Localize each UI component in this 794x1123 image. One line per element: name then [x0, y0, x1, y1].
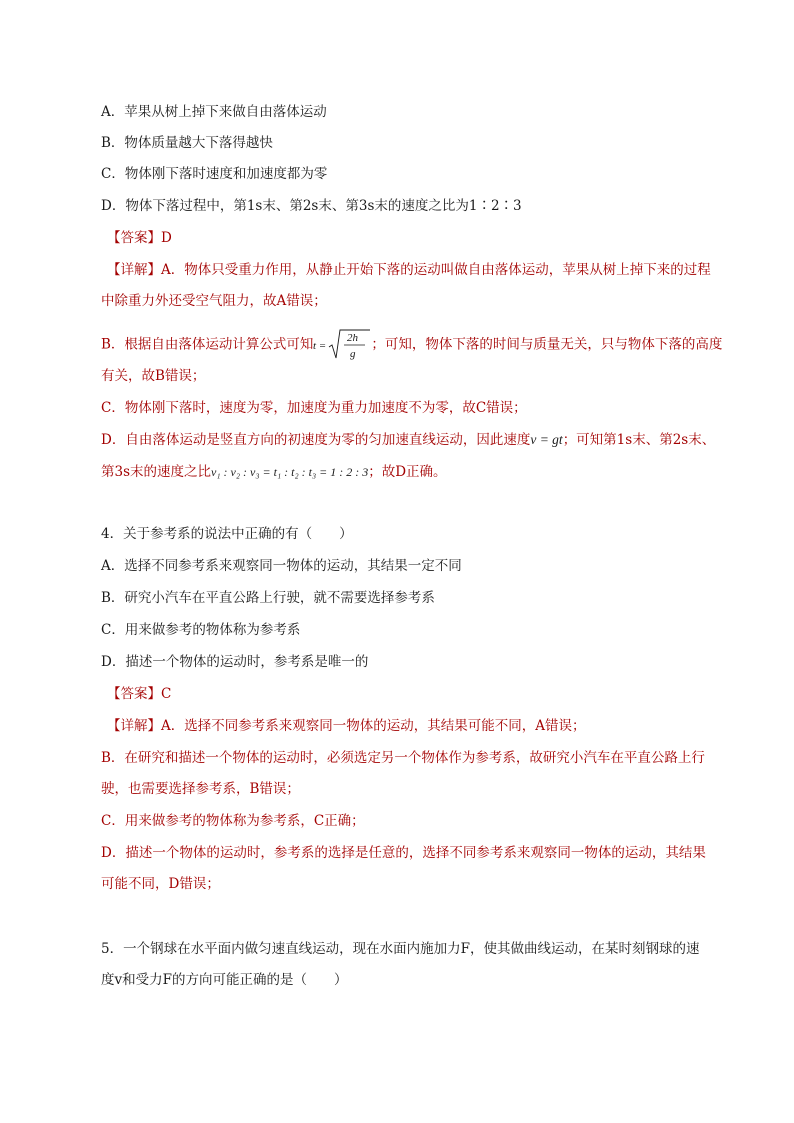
q3-detail-d-line2: [101, 463, 447, 481]
q4-detail-a-line: [107, 717, 586, 735]
q3-detail-d2-pre: 第3s末的速度之比: [101, 464, 212, 480]
q4-answer: 【答案】C: [107, 686, 172, 702]
q3-detail-d2-post: ；故D正确。: [368, 464, 447, 480]
sqrt-formula: [313, 328, 371, 362]
q4-detail-d-line2: 可能不同，D错误；: [101, 876, 220, 892]
q3-option-a: A．苹果从树上掉下来做自由落体运动: [101, 104, 327, 120]
q3-detail-tag: 【详解】: [107, 262, 161, 278]
q3-detail-d-line1: [101, 431, 715, 449]
svg-text:t =: t =: [313, 340, 327, 352]
q3-detail-a-text: A．物体只受重力作用，从静止开始下落的运动叫做自由落体运动，苹果从树上掉下来的过程: [161, 262, 711, 278]
q4-detail-a-text: A．选择不同参考系来观察同一物体的运动，其结果可能不同，A错误；: [161, 718, 586, 734]
q4-option-a: A．选择不同参考系来观察同一物体的运动，其结果一定不同: [101, 558, 462, 574]
q4-option-d: D．描述一个物体的运动时，参考系是唯一的: [101, 654, 369, 670]
q4-stem: 4．关于参考系的说法中正确的有（ ）: [101, 526, 353, 542]
q3-option-b: B．物体质量越大下落得越快: [101, 135, 273, 151]
q3-option-c: C．物体刚下落时速度和加速度都为零: [101, 166, 328, 182]
velocity-formula: v = gt: [530, 432, 563, 447]
q3-detail-b-post: ；可知，物体下落的时间与质量无关，只与物体下落的高度: [371, 336, 723, 353]
q3-detail-b-pre: B．根据自由落体运动计算公式可知: [101, 336, 314, 353]
q4-detail-d-line1: D．描述一个物体的运动时，参考系的选择是任意的，选择不同参考系来观察同一物体的运动，其结果: [101, 845, 706, 861]
q4-detail-b-line2: 驶，也需要选择参考系，B错误；: [101, 781, 300, 797]
q3-detail-d-post: ；可知第1s末、第2s末、: [562, 432, 716, 448]
q4-option-c: C．用来做参考的物体称为参考系: [101, 622, 301, 638]
q3-detail-c-line: C．物体刚下落时，速度为零，加速度为重力加速度不为零，故C错误；: [101, 400, 527, 416]
q4-detail-c-line: C．用来做参考的物体称为参考系，C正确；: [101, 813, 365, 829]
q4-option-b: B．研究小汽车在平直公路上行驶，就不需要选择参考系: [101, 590, 435, 606]
q3-detail-a-line1: [107, 261, 711, 279]
q4-detail-tag: 【详解】: [107, 718, 161, 734]
q5-stem-line1: 5．一个钢球在水平面内做匀速直线运动，现在水面内施加力F，使其做曲线运动，在某时刻钢球的速: [101, 941, 700, 957]
ratio-formula: v₁ : v₂ : v₃ = t₁ : t₂ : t₃ = 1 : 2 : 3: [211, 465, 369, 479]
q3-answer: 【答案】D: [107, 230, 172, 246]
svg-text:g: g: [350, 348, 356, 360]
q3-detail-b-line2: 有关，故B错误；: [101, 368, 206, 384]
q3-option-d: D．物体下落过程中，第1s末、第2s末、第3s末的速度之比为1∶2∶3: [101, 198, 522, 214]
q4-detail-b-line1: B．在研究和描述一个物体的运动时，必须选定另一个物体作为参考系，故研究小汽车在平直公路上行: [101, 750, 705, 766]
q3-detail-d-pre: D．自由落体运动是竖直方向的初速度为零的匀加速直线运动，因此速度: [101, 432, 531, 448]
q5-stem-line2: 度v和受力F的方向可能正确的是（ ）: [101, 972, 348, 988]
svg-text:2h: 2h: [347, 332, 359, 344]
q3-detail-a-line2: 中除重力外还受空气阻力，故A错误；: [101, 293, 327, 309]
q3-detail-b-line1: [101, 328, 722, 362]
